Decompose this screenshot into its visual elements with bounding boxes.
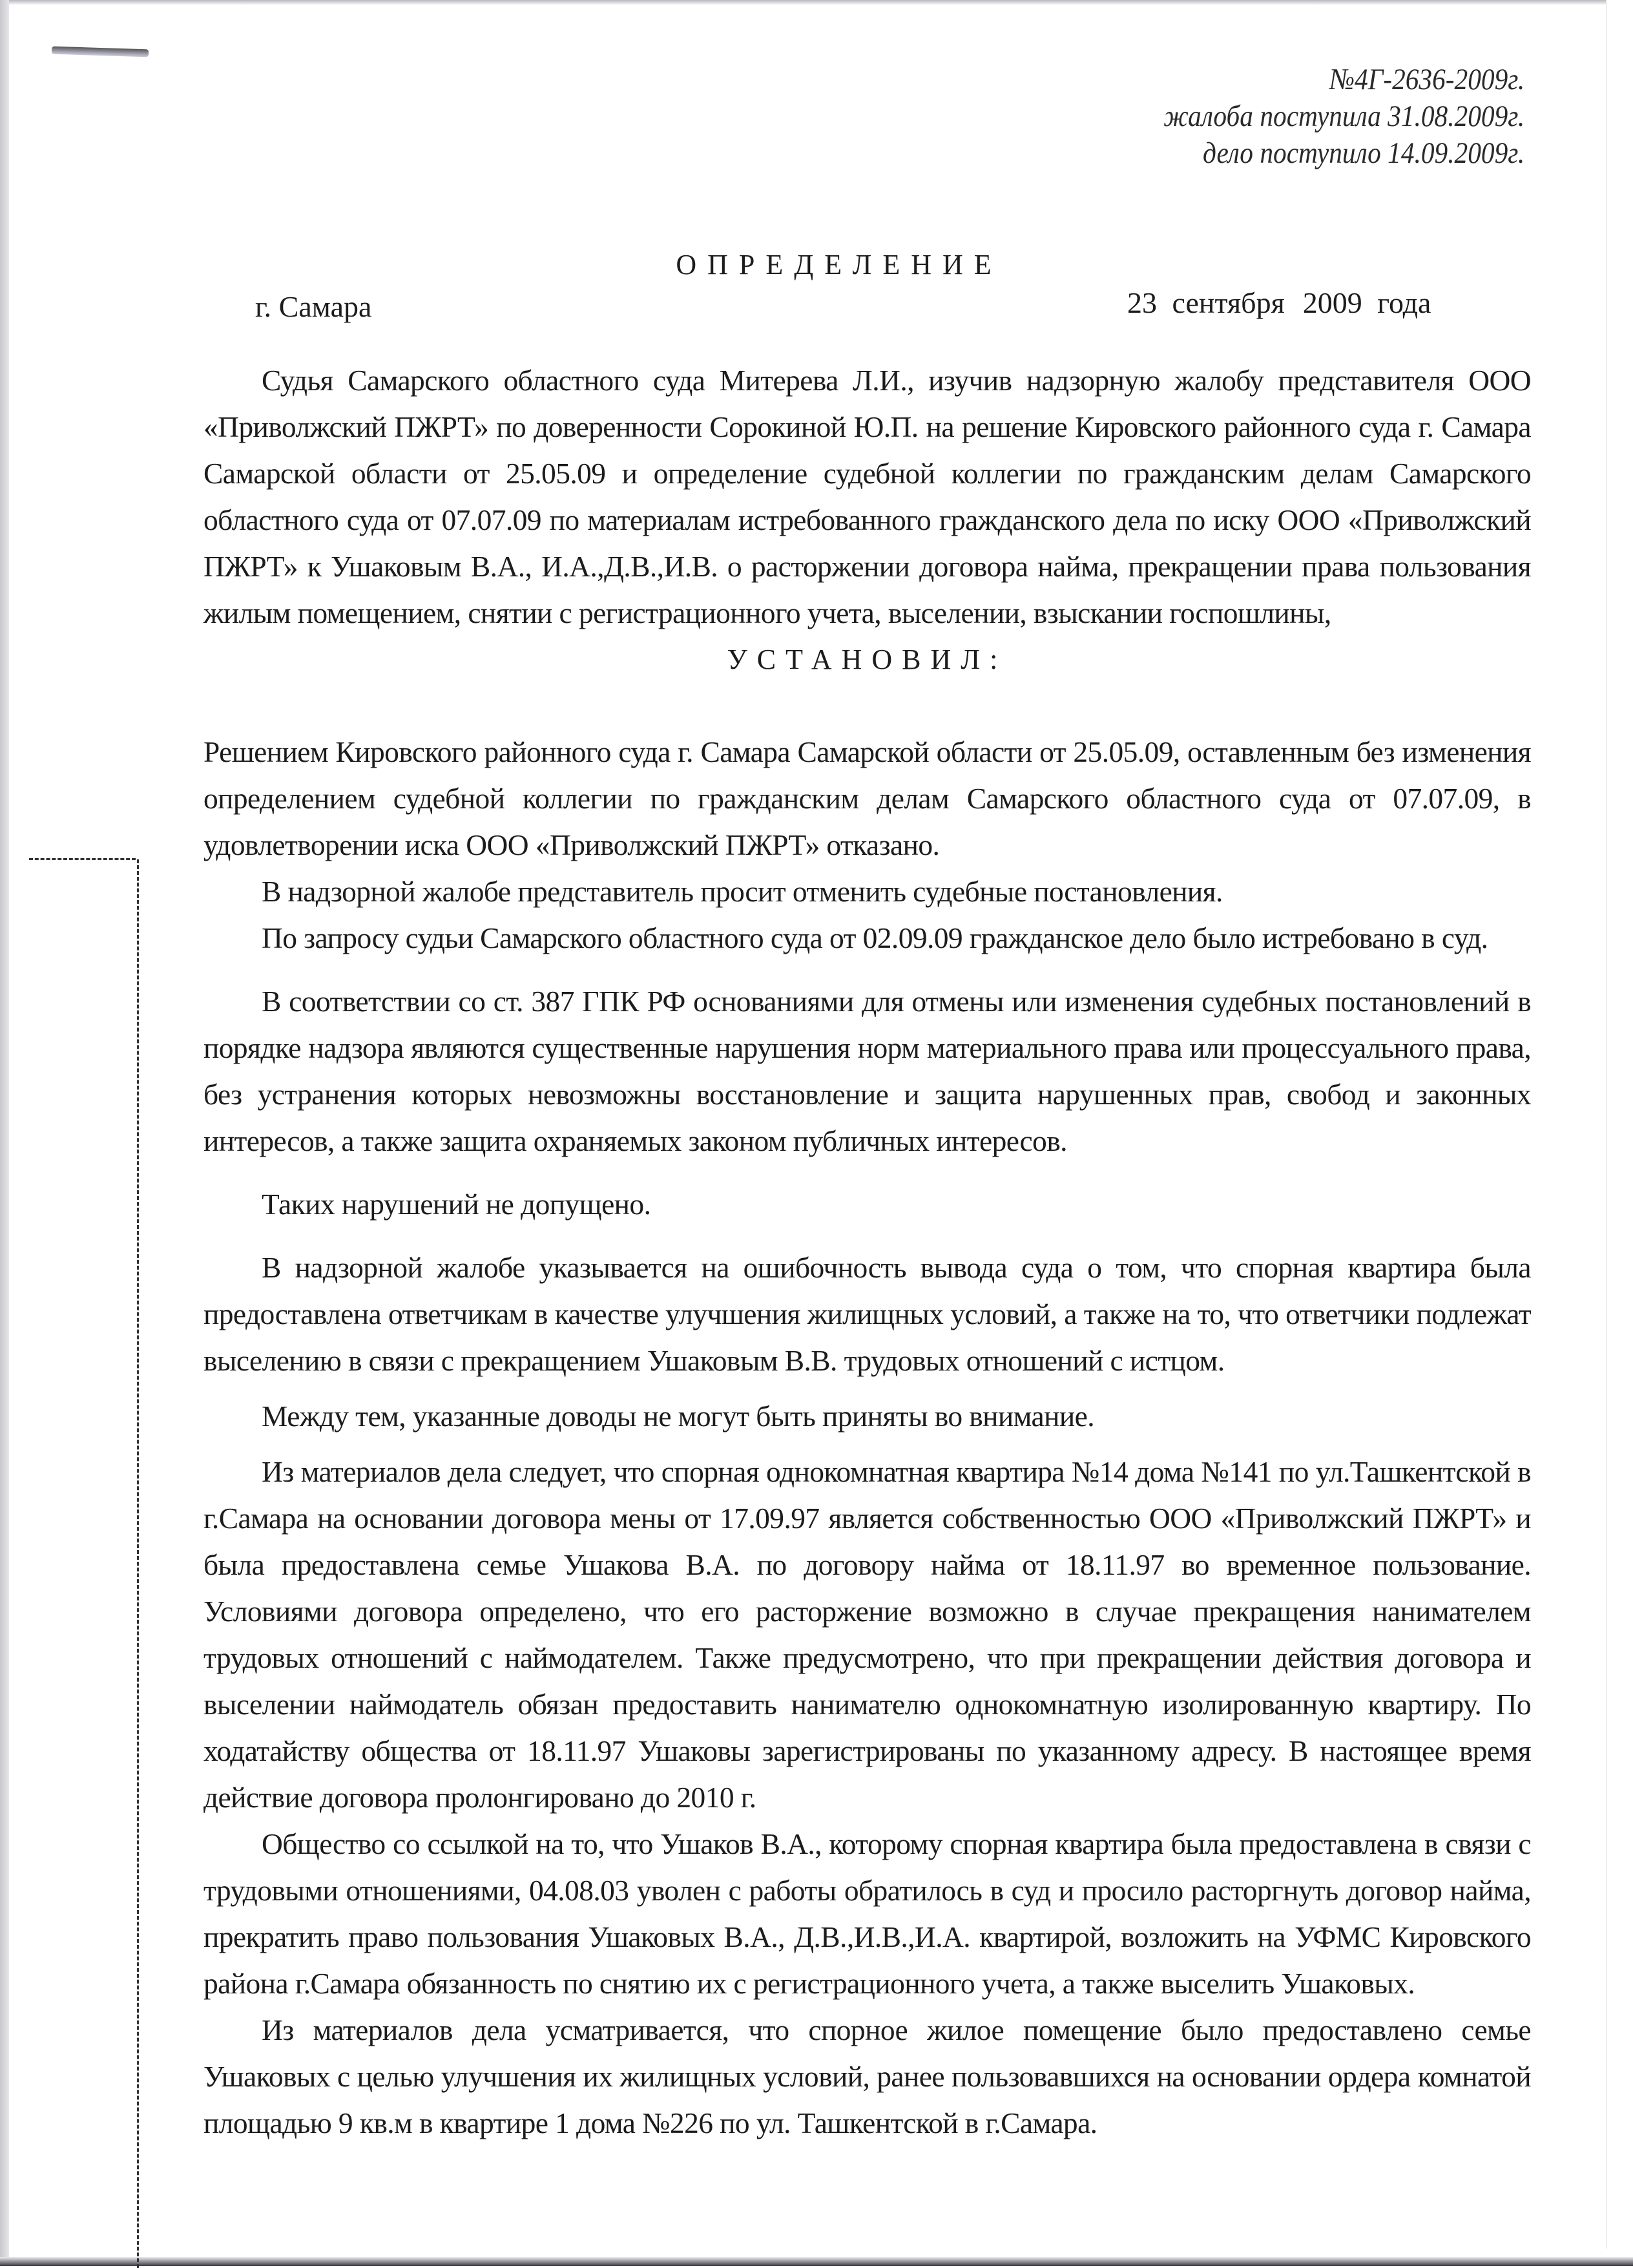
document-city: г. Самара bbox=[255, 290, 372, 323]
paragraph-complaint-arguments: В надзорной жалобе указывается на ошибочность вывода суда о том, что спорная квартира была предоставлена ответчикам в качестве улучшения жилищных условий, а также на то, что ответчики подлежат выселению в связи с прекращением Ушаковым В.В. трудовых отношений с истцом. bbox=[203, 1251, 1531, 1377]
case-registration-block bbox=[1114, 61, 1524, 172]
paragraph-arguments-rejected: Между тем, указанные доводы не могут быть приняты во внимание. bbox=[262, 1400, 1095, 1433]
section-heading-established: УСТАНОВИЛ: bbox=[727, 644, 1008, 675]
document-date bbox=[1127, 286, 1431, 320]
fold-mark-horizontal bbox=[29, 858, 136, 860]
scan-top-edge bbox=[9, 0, 1607, 5]
paragraph-housing-provided: Из материалов дела усматривается, что спорное жилое помещение было предоставлено семье Ушаковых с целью улучшения их жилищных условий, ранее пользовавшихся на основании ордера комнатой площадью 9 кв.м в квартире 1 дома №226 по ул. Ташкентской в г.Самара. bbox=[203, 2013, 1531, 2139]
paragraph-complaint-request: В надзорной жалобе представитель просит отменить судебные постановления. bbox=[262, 875, 1223, 908]
intro-paragraph: Судья Самарского областного суда Митерева Л.И., изучив надзорную жалобу представителя ООО «Приволжский ПЖРТ» по доверенности Сорокиной Ю.П. на решение Кировского районного суда г. Самара Самарской области от 25.05.09 и определение судебной коллегии по гражданским делам Самарского областного суда от 07.07.09 по материалам истребованного гражданского дела по иску ООО «Приволжский ПЖРТ» к Ушаковым В.А., И.А.,Д.В.,И.В. о расторжении договора найма, прекращении права пользования жилым помещением, снятии с регистрационного учета, выселении, взыскании госпошлины, bbox=[203, 364, 1531, 629]
fold-mark-vertical bbox=[137, 859, 139, 2268]
paragraph-no-violations: Таких нарушений не допущено. bbox=[262, 1188, 651, 1221]
paragraph-case-facts: Из материалов дела следует, что спорная однокомнатная квартира №14 дома №141 по ул.Ташкентской в г.Самара на основании договора мены от 17.09.97 является собственностью ООО «Приволжский ПЖРТ» и была предоставлена семье Ушакова В.А. по договору найма от 18.11.97 во временное пользование. Условиями договора определено, что его расторжение возможно в случае прекращения нанимателем трудовых отношений с наймодателем. Также предусмотрено, что при прекращении действия договора и выселении наймодатель обязан предоставить нанимателю однокомнатную изолированную квартиру. По ходатайству общества от 18.11.97 Ушаковы зарегистрированы по указанному адресу. В настоящее время действие договора пролонгировано до 2010 г. bbox=[203, 1455, 1531, 1814]
document-body-main bbox=[203, 729, 1531, 2147]
paragraph-legal-grounds: В соответствии со ст. 387 ГПК РФ основаниями для отмены или изменения судебных постановлений в порядке надзора являются существенные нарушения норм материального права или процессуального права, без устранения которых невозможны восстановление и защита нарушенных прав, свобод и законных интересов, а также защита охраняемых законом публичных интересов. bbox=[203, 985, 1531, 1157]
paragraph-case-requested: По запросу судьи Самарского областного суда от 02.09.09 гражданское дело было истребовано в суд. bbox=[262, 921, 1488, 954]
staple-mark bbox=[52, 47, 149, 58]
date-year: 2009 года bbox=[1302, 286, 1431, 319]
paragraph-company-claim: Общество со ссылкой на то, что Ушаков В.А., которому спорная квартира была предоставлена в связи с трудовыми отношениями, 04.08.03 уволен с работы обратилось в суд и просило расторгнуть договор найма, прекратить право пользования Ушаковых В.А., Д.В.,И.В.,И.А. квартирой, возложить на УФМС Кировского района г.Самара обязанность по снятию их с регистрационного учета, а также выселить Ушаковых. bbox=[203, 1827, 1531, 2000]
date-day-month: 23 сентября bbox=[1127, 286, 1285, 319]
document-title: ОПРЕДЕЛЕНИЕ bbox=[676, 249, 1003, 280]
document-body-intro bbox=[203, 357, 1531, 683]
complaint-received-date: жалоба поступила 31.08.2009г. bbox=[1163, 100, 1524, 133]
case-received-date: дело поступило 14.09.2009г. bbox=[1202, 136, 1524, 170]
scan-bottom-edge bbox=[0, 2257, 1633, 2266]
scan-right-edge bbox=[1606, 0, 1607, 2249]
case-number: №4Г-2636-2009г. bbox=[1329, 63, 1524, 96]
paragraph-lower-court-decision: Решением Кировского районного суда г. Самара Самарской области от 25.05.09, оставленным без изменения определением судебной коллегии по гражданским делам Самарского областного суда от 07.07.09, в удовлетворении иска ООО «Приволжский ПЖРТ» отказано. bbox=[203, 735, 1531, 861]
scan-left-edge bbox=[0, 0, 9, 2266]
